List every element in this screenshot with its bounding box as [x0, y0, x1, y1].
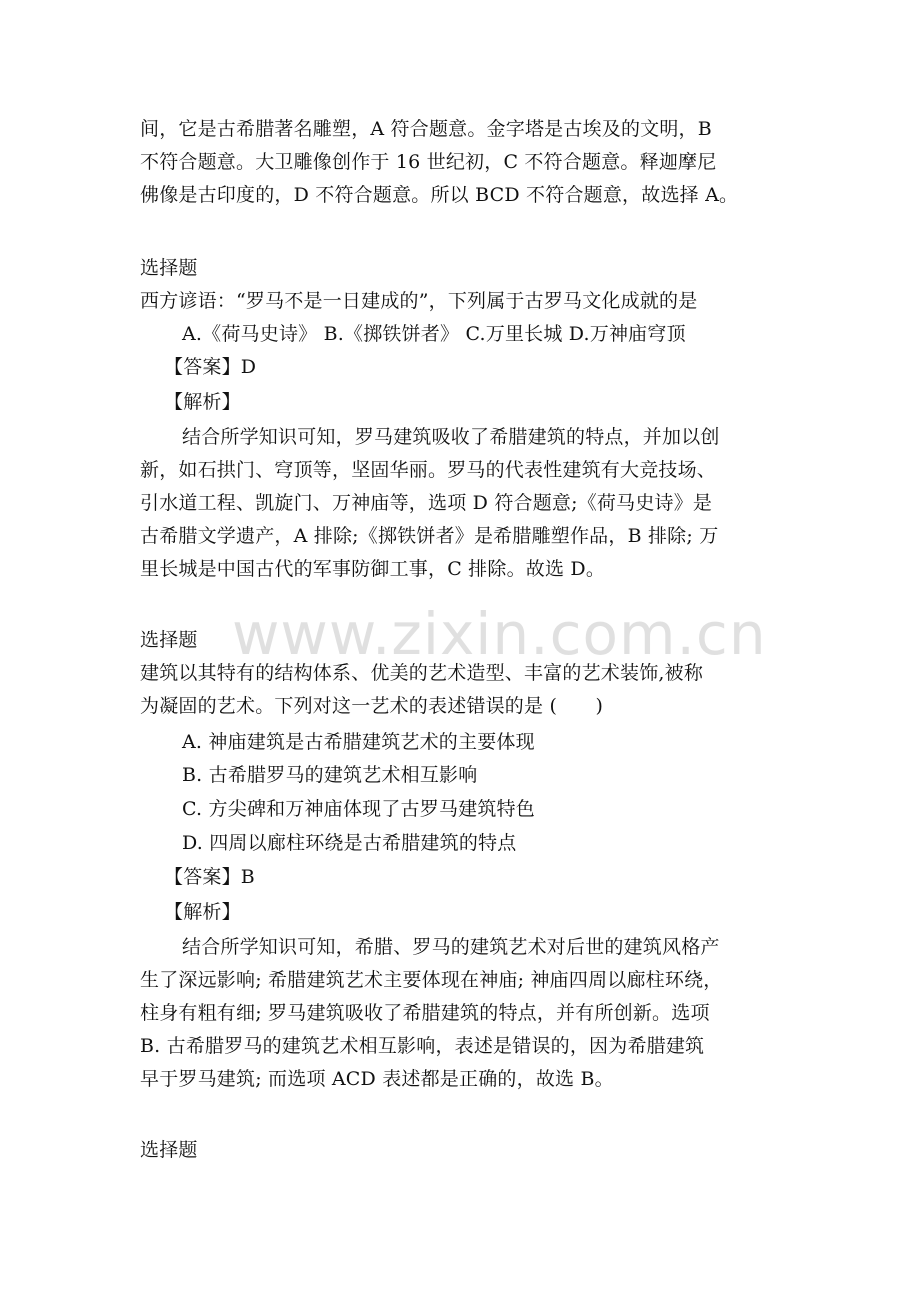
- paragraph-line: 间，它是古希腊著名雕塑，A 符合题意。金字塔是古埃及的文明，B: [140, 118, 712, 140]
- explanation-line: 新，如石拱门、穹顶等，坚固华丽。罗马的代表性建筑有大竞技场、: [140, 459, 717, 481]
- answer-label: 【答案】B: [164, 866, 255, 888]
- question-type-label: 选择题: [140, 629, 198, 651]
- explanation-line: 结合所学知识可知，罗马建筑吸收了希腊建筑的特点，并加以创: [182, 426, 720, 448]
- question-type-label: 选择题: [140, 1139, 198, 1161]
- analysis-label: 【解析】: [164, 391, 241, 413]
- question-stem-line: 为凝固的艺术。下列对这一艺术的表述错误的是 ( ): [140, 695, 604, 717]
- explanation-line: 生了深远影响; 希腊建筑艺术主要体现在神庙; 神庙四周以廊柱环绕，: [140, 969, 723, 991]
- explanation-line: 结合所学知识可知，希腊、罗马的建筑艺术对后世的建筑风格产: [182, 936, 720, 958]
- explanation-line: 古希腊文学遗产，A 排除;《掷铁饼者》是希腊雕塑作品，B 排除; 万: [140, 525, 719, 547]
- answer-label: 【答案】D: [164, 356, 257, 378]
- explanation-line: 早于罗马建筑; 而选项 ACD 表述都是正确的，故选 B。: [140, 1068, 614, 1090]
- analysis-label: 【解析】: [164, 901, 241, 923]
- question-type-label: 选择题: [140, 257, 198, 279]
- option-a: A. 神庙建筑是古希腊建筑艺术的主要体现: [182, 731, 535, 753]
- question-stem-line: 建筑以其特有的结构体系、优美的艺术造型、丰富的艺术装饰,被称: [140, 662, 704, 684]
- question-stem: 西方谚语：“罗马不是一日建成的”，下列属于古罗马文化成就的是: [140, 290, 698, 312]
- paragraph-line: 不符合题意。大卫雕像创作于 16 世纪初，C 不符合题意。释迦摩尼: [140, 151, 717, 173]
- option-c: C. 方尖碑和万神庙体现了古罗马建筑特色: [182, 798, 535, 820]
- question-options: A.《荷马史诗》 B.《掷铁饼者》 C.万里长城 D.万神庙穹顶: [182, 323, 686, 345]
- explanation-line: B. 古希腊罗马的建筑艺术相互影响，表述是错误的，因为希腊建筑: [140, 1035, 705, 1057]
- option-d: D. 四周以廊柱环绕是古希腊建筑的特点: [182, 832, 517, 854]
- paragraph-line: 佛像是古印度的，D 不符合题意。所以 BCD 不符合题意，故选择 A。: [140, 184, 739, 206]
- option-b: B. 古希腊罗马的建筑艺术相互影响: [182, 764, 478, 786]
- explanation-line: 柱身有粗有细; 罗马建筑吸收了希腊建筑的特点，并有所创新。选项: [140, 1002, 710, 1024]
- watermark-text: www.zixin.com.cn: [232, 600, 767, 668]
- explanation-line: 引水道工程、凯旋门、万神庙等，选项 D 符合题意;《荷马史诗》是: [140, 492, 713, 514]
- explanation-line: 里长城是中国古代的军事防御工事，C 排除。故选 D。: [140, 558, 606, 580]
